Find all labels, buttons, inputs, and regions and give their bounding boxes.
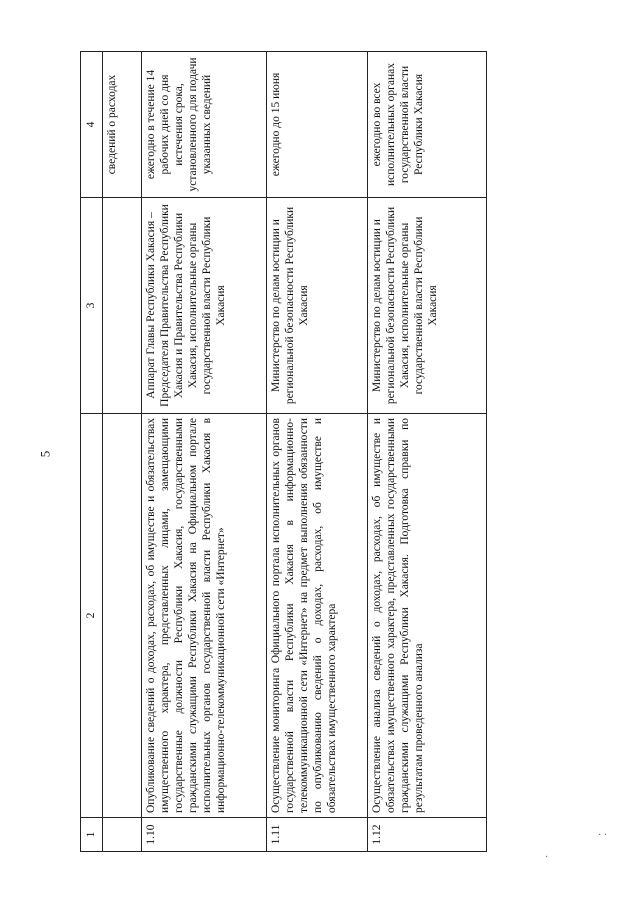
row-description: Осуществление анализа сведений о доходах, расходах, об имуществе и обязательствах имущественного характера, представленных государственными гражданскими служащими Республики Хакасия. Подготовка справки по результатам проведенного анализа [368,414,487,818]
row-responsible [103,198,142,414]
table-row [368,52,487,852]
scan-speck: · [545,852,549,863]
scan-speck: · · [598,830,608,841]
row-term: сведений о расходах [103,52,142,198]
rotated-sheet [80,52,560,852]
row-term: ежегодно в течение 14 рабочих дней со дня истечения срока, установленного для подачи указанных сведений [142,52,267,198]
row-responsible: Аппарат Главы Республики Хакасия – Председателя Правительства Республики Хакасия и Правительства Республики Хакасия, исполнительные органы государственной власти Республики Хакасия [142,198,267,414]
row-description: Осуществление мониторинга Официального портала исполнительных органов государственной власти Республики Хакасия в информационно-телекоммуникационной сети «Интернет» на предмет выполнения обязанности по опубликованию сведений о доходах, расходах, об имуществе и обязательствах имущественного характера [267,414,368,818]
landscape-content [80,52,560,852]
row-term: ежегодно до 15 июня [267,52,368,198]
table-row [267,52,368,852]
header-row [81,52,103,852]
header-col-1: 1 [81,818,103,852]
table-row [142,52,267,852]
row-number: 1.12 [368,818,487,852]
row-responsible: Министерство по делам юстиции и региональной безопасности Республики Хакасия, исполнительные органы государственной власти Республики Хакасия [368,198,487,414]
header-col-2: 2 [81,414,103,818]
row-number [103,818,142,852]
row-term: ежегодно во всех исполнительных органах государственной власти Республики Хакасия [368,52,487,198]
plan-table [80,51,487,852]
row-description: Опубликование сведений о доходах, расходах, об имуществе и обязательствах имущественного характера, представленных лицами, замещающими государственные должности Республики Хакасия, государственными гражданскими служащими Республики Хакасия на Официальном портале исполнительных органов государственной власти Республики Хакасия в информационно-телекоммуникационной сети «Интернет» [142,414,267,818]
row-description [103,414,142,818]
row-responsible: Министерство по делам юстиции и региональной безопасности Республики Хакасия [267,198,368,414]
table-row [103,52,142,852]
row-number: 1.10 [142,818,267,852]
page-number: 5 [37,450,53,458]
row-number: 1.11 [267,818,368,852]
header-col-4: 4 [81,52,103,198]
header-col-3: 3 [81,198,103,414]
